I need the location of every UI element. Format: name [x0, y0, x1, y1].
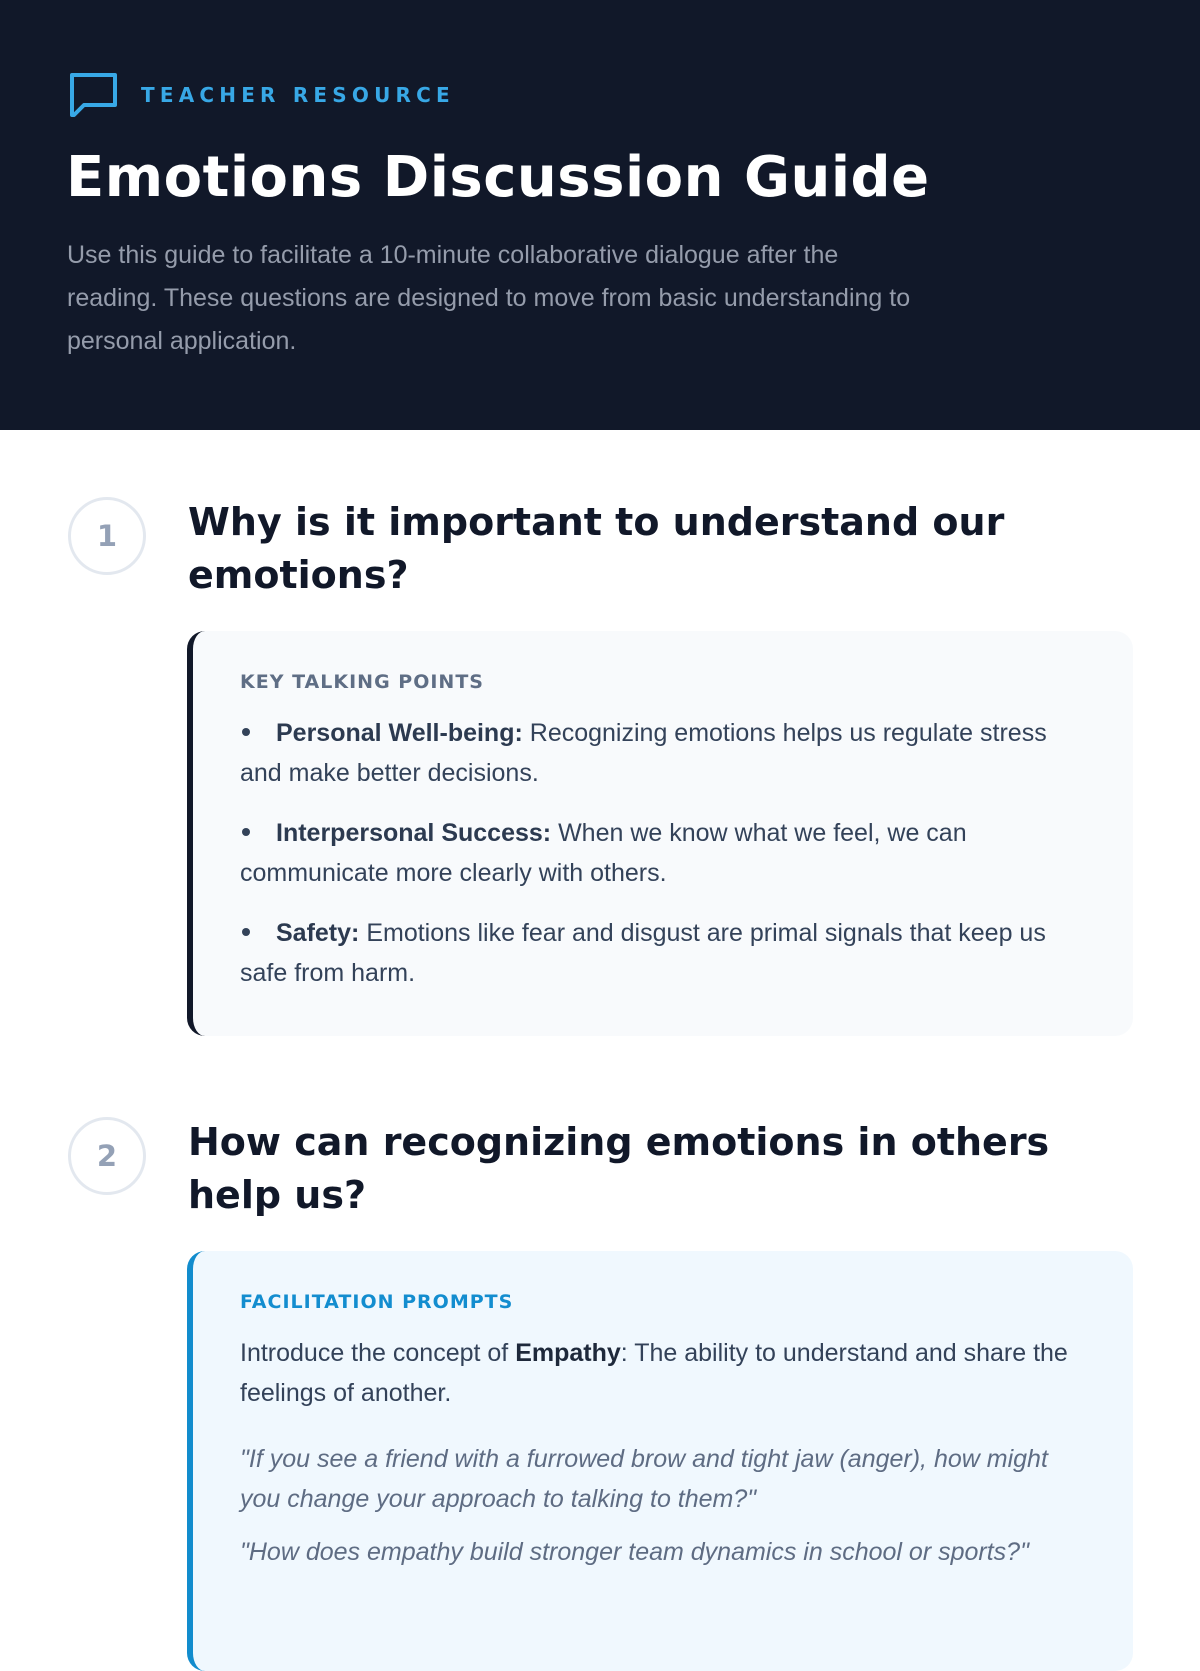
- speech-bubble-icon: [68, 71, 119, 119]
- talking-points-list: [240, 713, 1093, 993]
- facilitation-prompts-panel: [187, 1251, 1133, 1671]
- eyebrow-label: TEACHER RESOURCE: [141, 83, 455, 107]
- talking-points-panel: [187, 631, 1133, 1036]
- list-item: [240, 913, 1093, 993]
- list-item: [240, 713, 1093, 793]
- question-number: 2: [68, 1117, 146, 1195]
- point-term: Personal Well-being:: [276, 719, 523, 747]
- question-title: Why is it important to understand our emotions?: [188, 500, 1005, 597]
- eyebrow: [68, 71, 455, 119]
- bullet: [242, 828, 250, 836]
- page-header: [0, 0, 1200, 430]
- point-term: Safety:: [276, 919, 360, 947]
- prompt-intro-text: : The ability to understand and share the feelings of another.: [240, 1339, 1068, 1407]
- prompt-quote: "How does empathy build stronger team dynamics in school or sports?": [240, 1538, 1029, 1566]
- question-number: 1: [68, 497, 146, 575]
- question-title: How can recognizing emotions in others help us?: [188, 1120, 1050, 1217]
- panel-label: FACILITATION PROMPTS: [240, 1291, 514, 1313]
- bullet: [242, 928, 250, 936]
- page-title: Emotions Discussion Guide: [66, 145, 930, 210]
- intro-text: Use this guide to facilitate a 10-minute collaborative dialogue after the reading. These questions are designed to move from basic understanding to personal application.: [67, 241, 911, 355]
- point-text: When we know what we feel, we can communicate more clearly with others.: [240, 819, 967, 887]
- point-text: Emotions like fear and disgust are primal signals that keep us safe from harm.: [240, 919, 1046, 987]
- point-text: Recognizing emotions helps us regulate stress and make better decisions.: [240, 719, 1047, 787]
- prompt-quote: "If you see a friend with a furrowed brow and tight jaw (anger), how might you change your approach to talking to them?": [240, 1445, 1048, 1513]
- panel-label: KEY TALKING POINTS: [240, 671, 484, 693]
- list-item: [240, 813, 1093, 893]
- point-term: Interpersonal Success:: [276, 819, 552, 847]
- prompt-intro: [240, 1333, 1093, 1413]
- prompt-intro-text: Introduce the concept of: [240, 1339, 516, 1367]
- prompt-intro-term: Empathy: [515, 1339, 621, 1367]
- bullet: [242, 728, 250, 736]
